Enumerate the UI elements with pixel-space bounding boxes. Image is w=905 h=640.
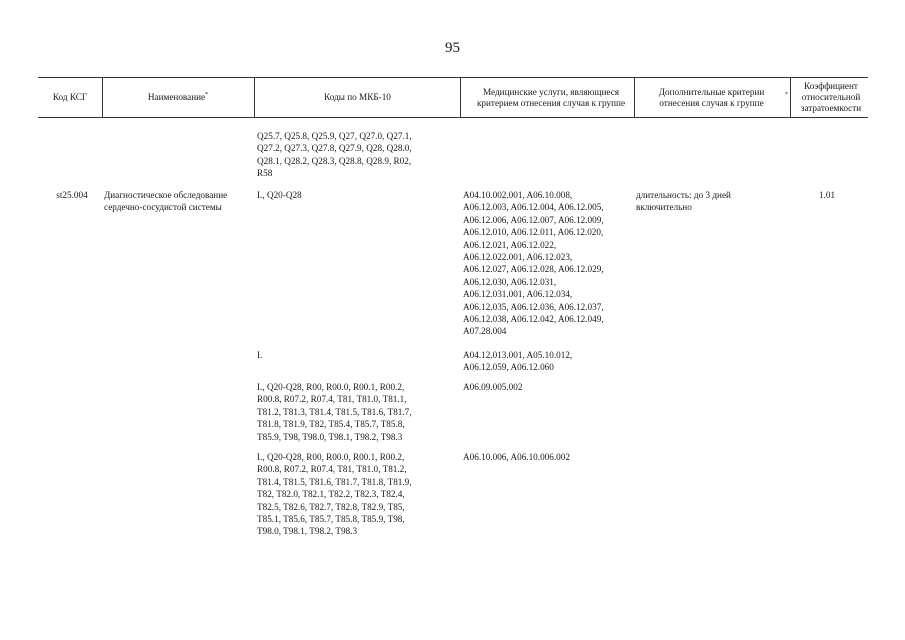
header-name: Наименование * bbox=[147, 92, 209, 102]
coefficient: 1.01 bbox=[818, 190, 836, 200]
additional-criteria: длительность: до 3 дней включительно bbox=[636, 190, 731, 213]
header-divider bbox=[790, 78, 791, 117]
mkb-codes: I., Q20-Q28 bbox=[257, 190, 302, 200]
header-services: Медицинские услуги, являющиеся критерием отнесения случая к группе bbox=[476, 86, 626, 108]
mkb-codes: I. bbox=[257, 350, 263, 360]
page-number: 95 bbox=[445, 40, 460, 56]
mkb-codes: Q25.7, Q25.8, Q25.9, Q27, Q27.0, Q27.1, Q27.2, Q27.3, Q27.8, Q27.9, Q28, Q28.0, Q28.1, Q28.2, Q28.3, Q28.8, Q28.9, R02, R58 bbox=[257, 131, 412, 179]
ksg-name: Диагностическое обследование сердечно-сосудистой системы bbox=[104, 190, 228, 213]
header-code: Код КСГ bbox=[52, 92, 88, 102]
table-header bbox=[38, 77, 868, 118]
ksg-table bbox=[38, 77, 868, 537]
header-divider bbox=[634, 78, 635, 117]
header-mkb: Коды по МКБ-10 bbox=[324, 92, 391, 102]
ksg-code: st25.004 bbox=[56, 190, 88, 200]
footnote-mark: * bbox=[205, 92, 209, 98]
header-coef: Коэффициент относительной затратоемкости bbox=[800, 81, 862, 113]
header-divider bbox=[460, 78, 461, 117]
footnote-mark: * bbox=[785, 92, 788, 98]
mkb-codes: I., Q20-Q28, R00, R00.0, R00.1, R00.2, R00.8, R07.2, R07.4, T81, T81.0, T81.2, T81.4, T81.5, T81.6, T81.7, T81.8, T81.9, T82, T82.0, T82.1, T82.2, T82.3, T82.4, T82.5, T82.6, T82.7, T82.8, T82.9, T85, T85.1, T85.6, T85.7, T85.8, T85.9, T98, T98.0, T98.1, T98.2, T98.3 bbox=[257, 452, 412, 537]
medical-services: A06.09.005.002 bbox=[463, 382, 523, 392]
medical-services: A04.12.013.001, A05.10.012, A06.12.059, A06.12.060 bbox=[463, 350, 573, 373]
mkb-codes: I., Q20-Q28, R00, R00.0, R00.1, R00.2, R00.8, R07.2, R07.4, T81, T81.0, T81.1, T81.2, T81.3, T81.4, T81.5, T81.6, T81.7, T81.8, T81.9, T82, T85.4, T85.7, T85.8, T85.9, T98, T98.0, T98.1, T98.2, T98.3 bbox=[257, 382, 412, 442]
medical-services: A04.10.002.001, A06.10.008, A06.12.003, A06.12.004, A06.12.005, A06.12.006, A06.12.007, A06.12.009, A06.12.010, A06.12.011, A06.12.020, A06.12.021, A06.12.022, A06.12.022.001, A06.12.023, A06.12.027, A06.12.028, A06.12.029, A06.12.030, A06.12.031, A06.12.031.001, A06.12.034, A06.12.035, A06.12.036, A06.12.037, A06.12.038, A06.12.042, A06.12.049, A07.28.004 bbox=[463, 190, 604, 337]
medical-services: A06.10.006, A06.10.006.002 bbox=[463, 452, 570, 462]
header-additional: Дополнительные критерии отнесения случая к группе * bbox=[658, 86, 788, 108]
